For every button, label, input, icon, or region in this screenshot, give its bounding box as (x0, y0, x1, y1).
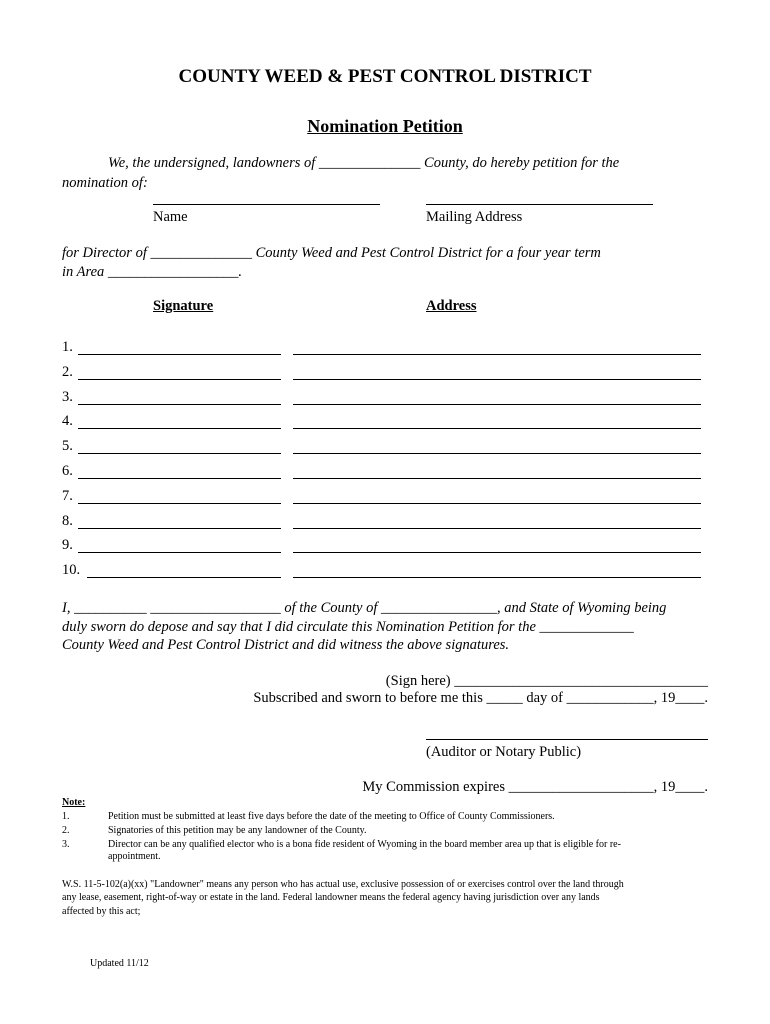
statute-line-2: any lease, easement, right-of-way or estate in the land. Federal landowner means the federal agency having jurisdiction over any lands (62, 892, 600, 903)
address-column-header: Address (426, 298, 477, 314)
affidavit-line-3: County Weed and Pest Control District and did witness the above signatures. (62, 637, 510, 653)
address-line[interactable] (293, 453, 701, 454)
row-number: 7. (62, 487, 73, 504)
affidavit-line-1: I, __________ __________________ of the County of ________________, and State of Wyoming being (62, 600, 667, 616)
note-2-text: Signatories of this petition may be any landowner of the County. (108, 825, 367, 836)
auditor-signature-line[interactable] (426, 739, 708, 740)
affidavit-line-2: duly sworn do depose and say that I did circulate this Nomination Petition for the _____________ (62, 619, 634, 635)
note-3-text: Director can be any qualified elector who is a bona fide resident of Wyoming in the board member area up that is eligible for re- (108, 839, 621, 850)
signature-line[interactable] (87, 577, 281, 578)
note-1-text: Petition must be submitted at least five days before the date of the meeting to Office of County Commissioners. (108, 811, 555, 822)
nominee-address-label: Mailing Address (426, 209, 523, 225)
signature-line[interactable] (78, 503, 281, 504)
address-line[interactable] (293, 428, 701, 429)
note-1-number: 1. (62, 811, 70, 822)
nominee-name-line[interactable] (153, 204, 380, 205)
row-number: 3. (62, 388, 73, 405)
statute-line-1: W.S. 11-5-102(a)(xx) "Landowner" means any person who has actual use, exclusive possession of or exercises control over the land through (62, 879, 624, 890)
signature-line[interactable] (78, 379, 281, 380)
address-line[interactable] (293, 577, 701, 578)
signature-line[interactable] (78, 478, 281, 479)
address-line[interactable] (293, 354, 701, 355)
commission-expires-line: My Commission expires ____________________, 19____. (362, 779, 708, 795)
director-line-1: for Director of ______________ County Weed and Pest Control District for a four year term (62, 245, 601, 261)
intro-line-1: We, the undersigned, landowners of ______________ County, do hereby petition for the (108, 155, 620, 171)
row-number: 10. (62, 562, 81, 579)
address-line[interactable] (293, 552, 701, 553)
nominee-address-line[interactable] (426, 204, 653, 205)
statute-line-3: affected by this act; (62, 906, 141, 917)
director-line-2: in Area __________________. (62, 264, 243, 280)
address-line[interactable] (293, 478, 701, 479)
nominee-name-label: Name (153, 209, 188, 225)
address-line[interactable] (293, 528, 701, 529)
form-title: COUNTY WEED & PEST CONTROL DISTRICT (178, 66, 592, 87)
auditor-label: (Auditor or Notary Public) (426, 744, 582, 760)
note-2-number: 2. (62, 825, 70, 836)
signature-line[interactable] (78, 404, 281, 405)
signature-line[interactable] (78, 453, 281, 454)
row-number: 8. (62, 512, 73, 529)
note-3-text-continued: appointment. (108, 851, 161, 862)
address-line[interactable] (293, 503, 701, 504)
note-3-number: 3. (62, 839, 70, 850)
intro-line-2: nomination of: (62, 175, 148, 191)
signature-line[interactable] (78, 428, 281, 429)
form-subtitle: Nomination Petition (307, 116, 463, 136)
notes-heading: Note: (62, 797, 86, 808)
row-number: 1. (62, 339, 73, 355)
address-line[interactable] (293, 379, 701, 380)
row-number: 6. (62, 463, 73, 479)
address-line[interactable] (293, 404, 701, 405)
signature-line[interactable] (78, 528, 281, 529)
updated-date: Updated 11/12 (90, 958, 149, 969)
row-number: 2. (62, 363, 73, 380)
row-number: 5. (62, 438, 73, 455)
row-number: 9. (62, 537, 73, 554)
row-number: 4. (62, 413, 73, 430)
subscribed-sworn-line: Subscribed and sworn to before me this _____ day of ____________, 19____. (253, 690, 708, 706)
sign-here-line[interactable]: (Sign here) ___________________________________ (385, 673, 708, 689)
signature-line[interactable] (78, 354, 281, 355)
signature-column-header: Signature (153, 298, 214, 314)
signature-line[interactable] (78, 552, 281, 553)
